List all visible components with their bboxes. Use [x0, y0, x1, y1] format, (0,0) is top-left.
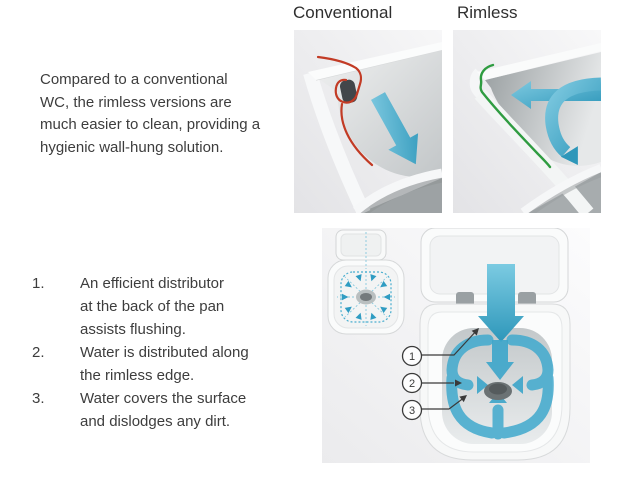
- rimless-diagram: [453, 30, 601, 213]
- flush-top-view: [322, 228, 590, 463]
- step-text-line: at the back of the pan: [80, 298, 225, 315]
- step-text-line: An efficient distributor: [80, 275, 224, 292]
- step-number: 2.: [32, 344, 45, 361]
- callout-1-label: 1: [408, 351, 416, 363]
- inset-drain: [360, 293, 372, 301]
- rimless-label: Rimless: [457, 3, 518, 22]
- conventional-label: Conventional: [293, 3, 393, 22]
- flush-diagram: [322, 228, 590, 463]
- step-text-line: the rimless edge.: [80, 367, 195, 384]
- step-item-2: [32, 341, 280, 387]
- intro-line: Compared to a conventional: [40, 71, 228, 88]
- step-text-line: assists flushing.: [80, 321, 186, 338]
- step-text-line: and dislodges any dirt.: [80, 413, 231, 430]
- inset-lid-inner: [341, 234, 381, 256]
- step-text-line: Water covers the surface: [80, 390, 247, 407]
- step-item-3: [32, 387, 280, 433]
- rim-curl: [475, 72, 480, 94]
- step-text-line: Water is distributed along: [80, 344, 249, 361]
- intro-line: much easier to clean, providing a: [40, 116, 261, 133]
- callout-3-label: 3: [408, 405, 416, 417]
- callout-2-label: 2: [408, 378, 416, 390]
- large-toilet-view: [420, 228, 570, 460]
- intro-line: hygienic wall-hung solution.: [40, 138, 224, 156]
- rimless-cross-section: [453, 30, 601, 213]
- intro-line: WC, the rimless versions are: [40, 93, 232, 111]
- step-number: 3.: [32, 390, 45, 407]
- step-item-1: [32, 272, 280, 341]
- drain-hole-inner: [489, 384, 507, 395]
- conventional-cross-section: [294, 30, 442, 213]
- conventional-diagram: [294, 30, 442, 213]
- intro-text: [40, 69, 260, 159]
- step-number: 1.: [32, 275, 45, 292]
